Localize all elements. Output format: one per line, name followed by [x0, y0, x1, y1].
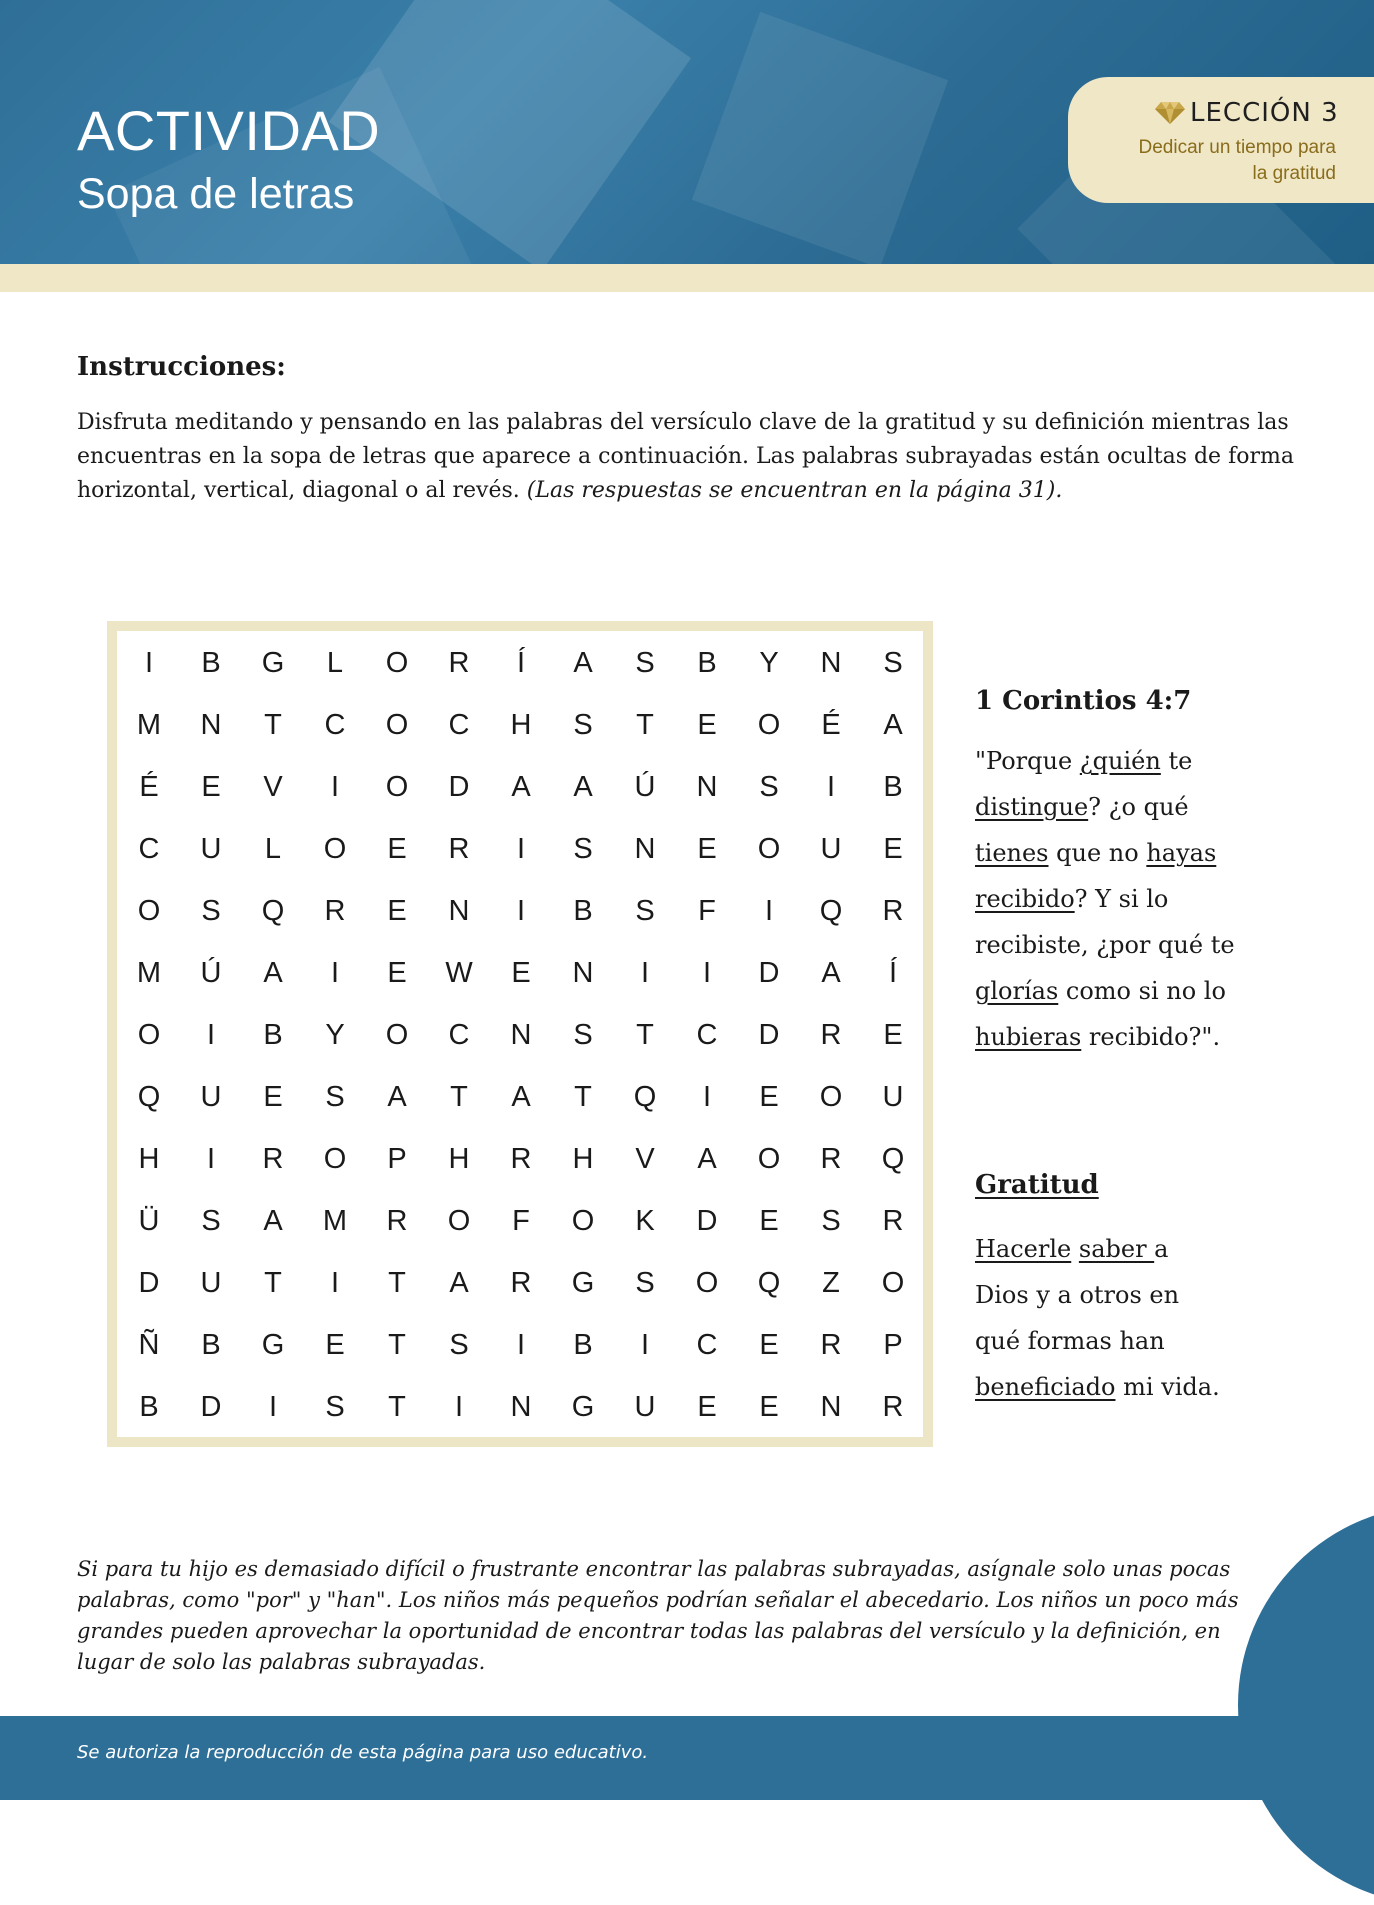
- grid-letter[interactable]: R: [882, 1204, 904, 1237]
- grid-letter[interactable]: R: [324, 894, 346, 927]
- grid-letter[interactable]: I: [640, 1328, 650, 1361]
- grid-letter[interactable]: I: [516, 832, 526, 865]
- grid-letter[interactable]: R: [448, 832, 470, 865]
- grid-letter[interactable]: Ü: [138, 1204, 160, 1237]
- grid-letter[interactable]: Q: [819, 894, 843, 927]
- lesson-number: LECCIÓN 3: [1190, 98, 1339, 128]
- grid-letter[interactable]: Q: [633, 1080, 657, 1113]
- grid-letter[interactable]: R: [820, 1328, 842, 1361]
- grid-letter[interactable]: E: [697, 708, 717, 741]
- verse-text-part: "Porque: [975, 747, 1080, 775]
- grid-letter[interactable]: R: [510, 1266, 532, 1299]
- grid-letter[interactable]: U: [200, 1266, 222, 1299]
- verse-text-part: recibido?".: [1081, 1023, 1221, 1051]
- grid-letter[interactable]: O: [819, 1080, 843, 1113]
- grid-letter[interactable]: C: [138, 832, 160, 865]
- grid-letter[interactable]: Z: [822, 1266, 840, 1299]
- lesson-description-line: la gratitud: [1252, 163, 1336, 184]
- grid-letter[interactable]: Í: [516, 646, 526, 679]
- underlined-word: recibido: [975, 885, 1075, 913]
- grid-letter[interactable]: I: [702, 1080, 712, 1113]
- grid-letter[interactable]: O: [757, 1142, 781, 1175]
- grid-letter[interactable]: U: [820, 832, 842, 865]
- grid-letter[interactable]: S: [821, 1204, 841, 1237]
- grid-letter[interactable]: A: [821, 956, 841, 989]
- grid-letter[interactable]: M: [136, 956, 162, 989]
- grid-letter[interactable]: O: [137, 1018, 161, 1051]
- parent-note: Si para tu hijo es demasiado difícil o frustrante encontrar las palabras subrayadas, asígnale solo unas pocas palabras, como "por" y "han". Los niños más pequeños podrían señalar el abecedario. Los niños un poco más grandes pueden aprovechar la oportunidad de encontrar todas las palabras del versículo y la definición, en lugar de solo las palabras subrayadas.: [77, 1557, 1239, 1674]
- grid-letter[interactable]: E: [883, 832, 903, 865]
- grid-letter[interactable]: A: [387, 1080, 407, 1113]
- grid-letter[interactable]: É: [821, 708, 841, 741]
- grid-letter[interactable]: R: [882, 1390, 904, 1423]
- grid-letter[interactable]: P: [387, 1142, 407, 1175]
- grid-letter[interactable]: C: [448, 708, 470, 741]
- instructions-text: [77, 406, 1297, 508]
- grid-letter[interactable]: R: [448, 646, 470, 679]
- grid-letter[interactable]: K: [635, 1204, 655, 1237]
- grid-letter[interactable]: E: [759, 1204, 779, 1237]
- grid-letter[interactable]: Ñ: [138, 1328, 160, 1361]
- verse-text-part: que no: [1048, 839, 1147, 867]
- grid-letter[interactable]: E: [697, 832, 717, 865]
- grid-letter[interactable]: Q: [757, 1266, 781, 1299]
- grid-letter[interactable]: T: [388, 1390, 406, 1423]
- grid-letter[interactable]: I: [454, 1390, 464, 1423]
- grid-letter[interactable]: E: [387, 832, 407, 865]
- grid-letter[interactable]: O: [447, 1204, 471, 1237]
- grid-letter[interactable]: Y: [325, 1018, 345, 1051]
- grid-letter[interactable]: P: [883, 1328, 903, 1361]
- grid-letter[interactable]: T: [388, 1266, 406, 1299]
- grid-letter[interactable]: S: [759, 770, 779, 803]
- grid-letter[interactable]: V: [263, 770, 283, 803]
- grid-letter[interactable]: N: [200, 708, 222, 741]
- grid-letter[interactable]: D: [758, 1018, 780, 1051]
- grid-letter[interactable]: B: [263, 1018, 283, 1051]
- grid-letter[interactable]: U: [882, 1080, 904, 1113]
- grid-letter[interactable]: N: [820, 646, 842, 679]
- verse-text: [975, 738, 1245, 1060]
- underlined-word: tienes: [975, 839, 1049, 867]
- grid-letter[interactable]: I: [640, 956, 650, 989]
- grid-letter[interactable]: A: [883, 708, 903, 741]
- grid-letter[interactable]: S: [635, 646, 655, 679]
- grid-letter[interactable]: B: [883, 770, 903, 803]
- grid-letter[interactable]: H: [138, 1142, 160, 1175]
- grid-letter[interactable]: G: [571, 1390, 595, 1423]
- grid-letter[interactable]: A: [697, 1142, 717, 1175]
- grid-letter[interactable]: N: [448, 894, 470, 927]
- grid-letter[interactable]: L: [264, 832, 282, 865]
- grid-letter[interactable]: C: [696, 1328, 718, 1361]
- grid-letter[interactable]: E: [511, 956, 531, 989]
- verse-text-part: ? ¿o qué: [1088, 793, 1189, 821]
- word-search-grid: [118, 632, 922, 1436]
- grid-letter[interactable]: E: [759, 1390, 779, 1423]
- grid-letter[interactable]: Ú: [200, 956, 222, 989]
- grid-letter[interactable]: S: [883, 646, 903, 679]
- grid-letter[interactable]: O: [323, 832, 347, 865]
- header-band: [0, 264, 1374, 292]
- grid-letter[interactable]: I: [826, 770, 836, 803]
- grid-letter[interactable]: A: [511, 1080, 531, 1113]
- grid-letter[interactable]: A: [573, 646, 593, 679]
- grid-letter[interactable]: S: [201, 894, 221, 927]
- grid-letter[interactable]: R: [820, 1142, 842, 1175]
- grid-letter[interactable]: D: [758, 956, 780, 989]
- grid-letter[interactable]: I: [764, 894, 774, 927]
- grid-letter[interactable]: G: [571, 1266, 595, 1299]
- underlined-word: Hacerle: [975, 1235, 1072, 1263]
- underlined-word: distingue: [975, 793, 1089, 821]
- grid-letter[interactable]: T: [574, 1080, 592, 1113]
- grid-letter[interactable]: I: [516, 894, 526, 927]
- definition-text: [975, 1226, 1225, 1410]
- grid-letter[interactable]: R: [882, 894, 904, 927]
- grid-letter[interactable]: R: [510, 1142, 532, 1175]
- lesson-description: [1080, 135, 1336, 187]
- underlined-word: hubieras: [975, 1023, 1082, 1051]
- underlined-word: hayas: [1146, 839, 1217, 867]
- grid-letter[interactable]: T: [388, 1328, 406, 1361]
- grid-letter[interactable]: O: [385, 708, 409, 741]
- grid-letter[interactable]: D: [448, 770, 470, 803]
- grid-letter[interactable]: E: [759, 1080, 779, 1113]
- activity-subtitle: Sopa de letras: [77, 170, 355, 218]
- grid-letter[interactable]: B: [573, 894, 593, 927]
- underlined-word: glorías: [975, 977, 1059, 1005]
- grid-letter[interactable]: S: [573, 832, 593, 865]
- grid-letter[interactable]: A: [263, 956, 283, 989]
- grid-letter[interactable]: S: [325, 1080, 345, 1113]
- grid-letter[interactable]: B: [201, 1328, 221, 1361]
- verse-text-part: como si no lo: [1058, 977, 1226, 1005]
- grid-letter[interactable]: E: [325, 1328, 345, 1361]
- grid-letter[interactable]: B: [697, 646, 717, 679]
- grid-letter[interactable]: T: [636, 1018, 654, 1051]
- grid-letter[interactable]: H: [510, 708, 532, 741]
- grid-letter[interactable]: U: [200, 832, 222, 865]
- grid-letter[interactable]: O: [757, 832, 781, 865]
- grid-letter[interactable]: E: [697, 1390, 717, 1423]
- grid-letter[interactable]: O: [385, 1018, 409, 1051]
- grid-letter[interactable]: A: [449, 1266, 469, 1299]
- grid-letter[interactable]: I: [330, 770, 340, 803]
- grid-letter[interactable]: N: [572, 956, 594, 989]
- grid-letter[interactable]: I: [206, 1018, 216, 1051]
- grid-letter[interactable]: D: [696, 1204, 718, 1237]
- grid-letter[interactable]: I: [516, 1328, 526, 1361]
- grid-letter[interactable]: S: [635, 1266, 655, 1299]
- grid-letter[interactable]: O: [323, 1142, 347, 1175]
- grid-letter[interactable]: O: [881, 1266, 905, 1299]
- grid-letter[interactable]: E: [883, 1018, 903, 1051]
- grid-letter[interactable]: N: [510, 1018, 532, 1051]
- grid-letter[interactable]: S: [325, 1390, 345, 1423]
- grid-letter[interactable]: S: [201, 1204, 221, 1237]
- grid-letter[interactable]: U: [634, 1390, 656, 1423]
- grid-letter[interactable]: R: [262, 1142, 284, 1175]
- grid-letter[interactable]: I: [144, 646, 154, 679]
- lesson-description-line: Dedicar un tiempo para: [1138, 137, 1336, 158]
- activity-title: ACTIVIDAD: [77, 99, 381, 162]
- grid-letter[interactable]: O: [137, 894, 161, 927]
- grid-letter[interactable]: G: [261, 1328, 285, 1361]
- grid-letter[interactable]: T: [636, 708, 654, 741]
- grid-letter[interactable]: F: [698, 894, 716, 927]
- grid-letter[interactable]: R: [386, 1204, 408, 1237]
- grid-letter[interactable]: S: [573, 1018, 593, 1051]
- grid-letter[interactable]: B: [573, 1328, 593, 1361]
- grid-letter[interactable]: O: [571, 1204, 595, 1237]
- grid-letter[interactable]: C: [324, 708, 346, 741]
- grid-letter[interactable]: S: [573, 708, 593, 741]
- grid-letter[interactable]: A: [263, 1204, 283, 1237]
- grid-letter[interactable]: C: [448, 1018, 470, 1051]
- grid-letter[interactable]: M: [136, 708, 162, 741]
- grid-letter[interactable]: Í: [888, 956, 898, 989]
- definition-heading: Gratitud: [975, 1170, 1099, 1200]
- instructions-body: Disfruta meditando y pensando en las palabras del versículo clave de la gratitud y su definición mientras las encuentras en la sopa de letras que aparece a continuación. Las palabras subrayadas están ocultas de forma horizontal, vertical, diagonal o al revés.: [77, 410, 1294, 503]
- grid-letter[interactable]: U: [200, 1080, 222, 1113]
- grid-letter[interactable]: Ú: [634, 770, 656, 803]
- grid-letter[interactable]: D: [200, 1390, 222, 1423]
- grid-letter[interactable]: T: [264, 708, 282, 741]
- grid-letter[interactable]: O: [695, 1266, 719, 1299]
- grid-letter[interactable]: S: [635, 894, 655, 927]
- lesson-label: [1154, 98, 1339, 128]
- grid-letter[interactable]: D: [138, 1266, 160, 1299]
- definition-text-part: a Dios y a otros en qué formas han: [975, 1235, 1180, 1355]
- grid-letter[interactable]: I: [702, 956, 712, 989]
- grid-letter[interactable]: B: [139, 1390, 159, 1423]
- grid-letter[interactable]: I: [268, 1390, 278, 1423]
- grid-letter[interactable]: O: [385, 646, 409, 679]
- grid-letter[interactable]: H: [448, 1142, 470, 1175]
- diamond-icon: [1154, 101, 1186, 125]
- grid-letter[interactable]: F: [512, 1204, 530, 1237]
- grid-letter[interactable]: Y: [759, 646, 779, 679]
- verse-text-part: ? Y si lo recibiste, ¿por qué te: [975, 885, 1235, 959]
- grid-letter[interactable]: Q: [881, 1142, 905, 1175]
- grid-letter[interactable]: E: [387, 956, 407, 989]
- grid-letter[interactable]: R: [820, 1018, 842, 1051]
- grid-letter[interactable]: L: [326, 646, 344, 679]
- grid-letter[interactable]: E: [759, 1328, 779, 1361]
- grid-letter[interactable]: S: [449, 1328, 469, 1361]
- grid-letter[interactable]: I: [330, 1266, 340, 1299]
- grid-letter[interactable]: I: [206, 1142, 216, 1175]
- grid-letter[interactable]: G: [261, 646, 285, 679]
- grid-letter[interactable]: A: [573, 770, 593, 803]
- grid-letter[interactable]: N: [510, 1390, 532, 1423]
- underlined-word: ¿quién: [1079, 747, 1161, 775]
- grid-letter[interactable]: Q: [137, 1080, 161, 1113]
- grid-letter[interactable]: W: [445, 956, 473, 989]
- grid-letter[interactable]: C: [696, 1018, 718, 1051]
- grid-letter[interactable]: V: [635, 1142, 655, 1175]
- grid-letter[interactable]: T: [450, 1080, 468, 1113]
- grid-letter[interactable]: H: [572, 1142, 594, 1175]
- grid-letter[interactable]: E: [263, 1080, 283, 1113]
- grid-letter[interactable]: O: [757, 708, 781, 741]
- grid-letter[interactable]: N: [696, 770, 718, 803]
- underlined-word: saber: [1078, 1235, 1155, 1263]
- grid-letter[interactable]: O: [385, 770, 409, 803]
- definition-text-part: [1071, 1235, 1079, 1263]
- underlined-word: beneficiado: [975, 1373, 1116, 1401]
- grid-letter[interactable]: M: [322, 1204, 348, 1237]
- footer-copyright: Se autoriza la reproducción de esta página para uso educativo.: [77, 1742, 649, 1763]
- background-facet: [692, 12, 948, 264]
- verse-reference: 1 Corintios 4:7: [975, 686, 1192, 716]
- grid-letter[interactable]: E: [201, 770, 221, 803]
- grid-letter[interactable]: I: [330, 956, 340, 989]
- grid-letter[interactable]: E: [387, 894, 407, 927]
- grid-letter[interactable]: A: [511, 770, 531, 803]
- instructions-heading: Instrucciones:: [77, 352, 286, 382]
- definition-text-part: mi vida.: [1115, 1373, 1220, 1401]
- grid-letter[interactable]: Q: [261, 894, 285, 927]
- answers-note: (Las respuestas se encuentran en la página 31).: [526, 478, 1063, 503]
- grid-letter[interactable]: B: [201, 646, 221, 679]
- verse-text-part: te: [1160, 747, 1193, 775]
- grid-letter[interactable]: N: [820, 1390, 842, 1423]
- grid-letter[interactable]: T: [264, 1266, 282, 1299]
- grid-letter[interactable]: É: [139, 770, 159, 803]
- grid-letter[interactable]: N: [634, 832, 656, 865]
